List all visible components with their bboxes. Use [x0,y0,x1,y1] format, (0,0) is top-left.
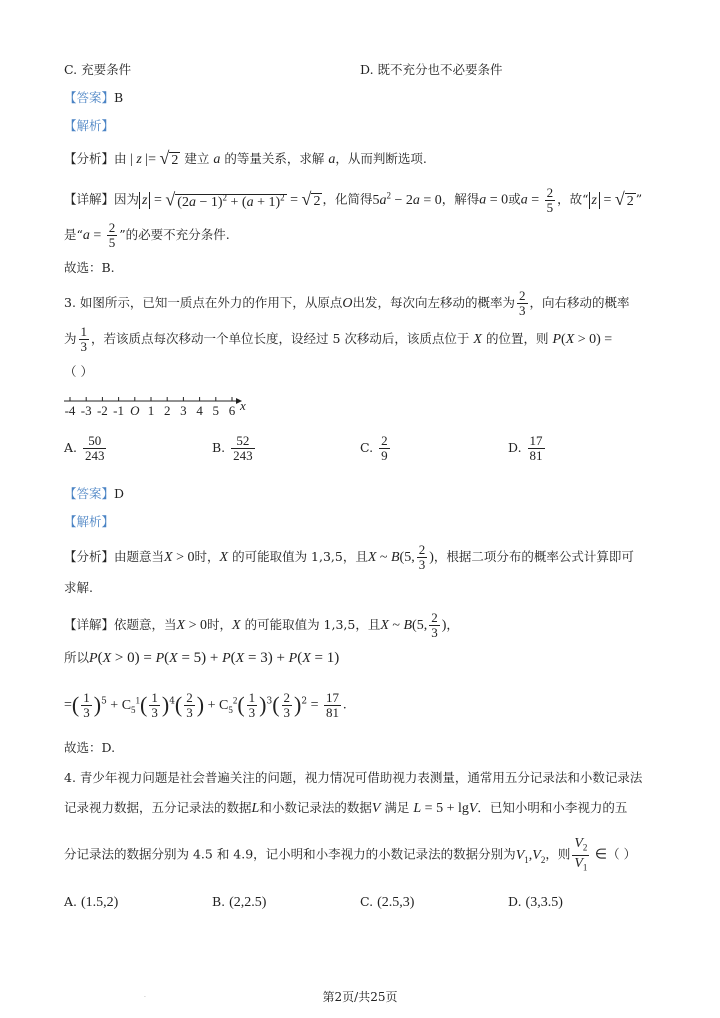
axis-tick-label: -4 [64,403,76,418]
axis-variable-label: x [240,398,246,413]
option-value: (3,3.5) [525,895,563,910]
q3-conclusion: 故选：D. [64,740,116,755]
analysis-tag-prev: 【解析】 [64,118,115,133]
axis-tick-label: 2 [163,403,171,418]
detail-line-prev: 【详解】因为 z = √ $(2a - 1)^2 + (a + 1)^2$ = √ 2 ，化简得$5a^2 - 2a = 0$，解得a = 0或a = $\frac{2}{5}$ ，故“ z = √ 2 ” [64,184,643,215]
conclusion-prev: 故选：B. [64,260,115,275]
number-line-figure [64,396,264,422]
axis-tick-label: -3 [80,403,92,418]
q3-option-a [64,434,108,463]
q3-suoyi-line: 所以P(X > 0) = P(X = 5) + P(X = 3) + P(X = 1) [64,650,340,666]
fenxi-line-prev: 【分析】由 | z |= √ 2 建立 a 的等量关系，求解 a，从而判断选项. [64,148,427,168]
option-value: (2.5,3) [377,895,415,910]
q4-line2: 记录视力数据，五分记录法的数据L和小数记录法的数据V 满足 L = 5 + lgV．已知小明和小李视力的五 [64,800,628,816]
answer-tag: 【答案】 [64,90,115,105]
decorative-dot: · [144,994,146,1001]
q3-stem-line2: 为 $\frac{1}{3}$ ，若该质点每次移动一个单位长度，设经过 5 次移动后，该质点位于 X 的位置，则 P(X > 0) = [64,324,613,354]
q4-option-d [508,894,563,911]
detail-line2-prev: 是“a = $\frac{2}{5}$ ”的必要不充分条件. [64,220,230,250]
answer-line-prev [64,88,123,108]
q3-fenxi-line: 【分析】由题意当X > 0时，X 的可能取值为 1,3,5，且X ~ B(5, $\frac{2}{3}$ )，根据二项分布的概率公式计算即可 [64,542,634,572]
axis-tick-label: 1 [147,403,155,418]
option-fraction: $\frac{50}{243}$ [84,433,105,463]
q4-option-a [64,894,118,911]
option-fraction: $\frac{52}{243}$ [233,433,253,463]
q3-option-d [508,434,547,463]
q3-detail-line: 【详解】依题意，当X > 0时，X 的可能取值为 1,3,5，且X ~ B(5, $\frac{2}{3}$ )， [64,610,459,640]
option-c-prev: C. 充要条件 [64,62,132,77]
q3-calc-line: =( $\frac{1}{3}$ )$^5 + C_5^1$( $\frac{1}{3}$ )$^4$( $\frac{2}{3}$ ) + $C_5^2$( $\frac{1}{3}$ )$^3$( $\frac{2}{3}$ )$^2$ = $\frac{17}{81}$ . [64,689,347,720]
option-value: (2,2.5) [229,895,267,910]
option-value: (1.5,2) [80,895,119,910]
axis-tick-label: 5 [212,403,220,418]
q3-answer-line: 【答案】D [64,486,125,501]
option-fraction: $\frac{2}{9}$ [381,433,388,463]
option-label: A. [64,894,81,909]
option-fraction: $\frac{17}{81}$ [529,433,543,463]
option-label: A. [64,440,81,455]
axis-tick-label: O [130,403,140,418]
q4-line3: 分记录法的数据分别为 4.5 和 4.9，记小明和小李视力的小数记录法的数据分别为$V_1,V_2$，则 $\frac{V_2}{V_1}$ ∈（ ） [64,836,637,873]
page-footer: 第2页/共25页 [322,990,398,1004]
answer-value: B [114,90,124,105]
q3-fenxi-line2: 求解. [64,580,93,595]
option-label: B. [212,440,230,455]
q3-analysis-tag: 【解析】 [64,514,115,529]
option-label: C. [360,440,378,455]
axis-tick-label: 4 [196,403,203,418]
option-label: B. [212,894,230,909]
number-line-svg [64,396,264,418]
q4-option-c [360,894,414,911]
q3-paren: （ ） [64,364,93,379]
axis-tick-label: 3 [180,403,187,418]
axis-tick-label: -2 [96,403,108,418]
option-d-prev: D. 既不充分也不必要条件 [360,62,503,77]
q3-option-b [212,434,257,463]
option-label: D. [508,440,526,455]
option-label: D. [508,894,526,909]
q4-line1: 4. 青少年视力问题是社会普遍关注的问题，视力情况可借助视力表测量，通常用五分记录法和小数记录法 [64,770,643,785]
axis-tick-label: 6 [228,403,236,418]
q4-option-b [212,894,266,911]
axis-tick-label: -1 [113,403,125,418]
q3-stem-line1: 3. 如图所示，已知一质点在外力的作用下，从原点O出发，每次向左移动的概率为 $\frac{2}{3}$ ，向右移动的概率 [64,288,630,318]
option-label: C. [360,894,378,909]
q3-option-c [360,434,392,463]
